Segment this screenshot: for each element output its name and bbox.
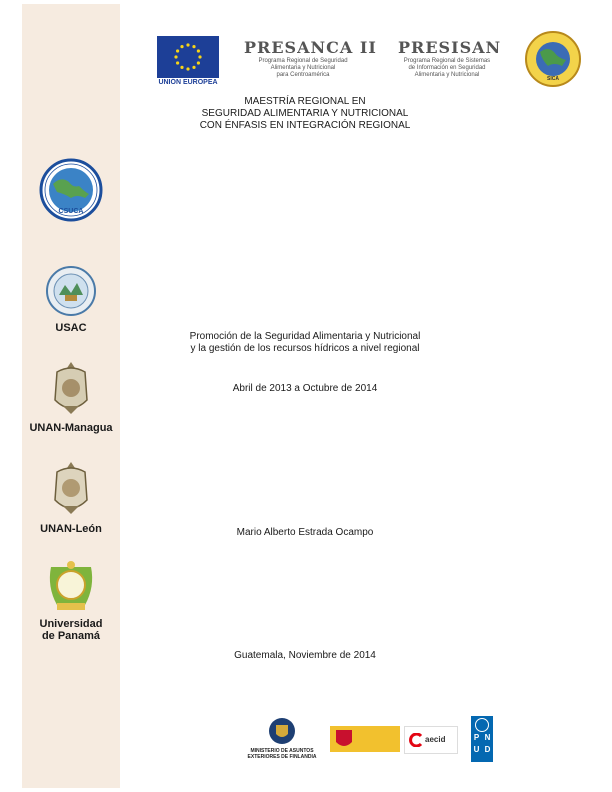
finland-label <box>244 748 320 760</box>
spain-cooperation-logo <box>330 726 400 752</box>
sidebar <box>22 4 120 788</box>
presisan-subtitle-line-1: Programa Regional de Sistemas <box>403 58 491 64</box>
page-title-line-2: SEGURIDAD ALIMENTARIA Y NUTRICIONAL <box>201 108 409 119</box>
place-date: Guatemala, Noviembre de 2014 <box>234 650 376 661</box>
presanca-subtitle-line-2: Alimentaria y Nutricional <box>270 65 336 71</box>
presisan-subtitle <box>392 58 502 79</box>
presanca-subtitle-line-1: Programa Regional de Seguridad <box>258 58 348 64</box>
csuca-label: CSUCA <box>58 208 84 215</box>
un-emblem-icon <box>475 718 489 732</box>
usac-seal-icon <box>45 265 97 317</box>
presisan-title: PRESISAN <box>398 38 502 57</box>
spain-shield-icon <box>334 728 354 750</box>
pnud-letter: U <box>473 745 480 754</box>
finland-logo <box>244 716 320 760</box>
university-label-unan-managua: UNAN-Managua <box>29 422 113 434</box>
unan-leon-crest-icon <box>51 460 91 518</box>
unan-managua-crest-icon <box>51 360 91 418</box>
author-name: Mario Alberto Estrada Ocampo <box>236 527 374 538</box>
university-label-panama-line-1: Universidad <box>39 618 103 630</box>
university-label-unan-leon: UNAN-León <box>40 523 102 535</box>
presanca-title: PRESANCA II <box>244 38 377 57</box>
presisan-subtitle-line-3: Alimentaria y Nutricional <box>414 72 480 78</box>
university-label-panama-line-2: de Panamá <box>41 630 101 642</box>
unan-managua-logo <box>22 360 120 423</box>
universidad-panama-seal-icon <box>43 557 99 615</box>
thesis-title <box>155 331 455 355</box>
page-title <box>130 96 480 132</box>
pnud-letter: D <box>484 745 491 754</box>
finland-label-line-1: MINISTERIO DE ASUNTOS <box>250 748 314 754</box>
universidad-panama-logo <box>22 557 120 620</box>
eu-flag-logo <box>157 36 219 78</box>
usac-logo <box>22 265 120 322</box>
eu-label: UNIÓN EUROPEA <box>158 79 218 86</box>
unan-leon-logo <box>22 460 120 523</box>
presanca-subtitle-line-3: para Centroamérica <box>276 72 330 78</box>
finland-label-line-2: EXTERIORES DE FINLANDIA <box>247 754 317 760</box>
finland-crest-icon <box>267 716 297 746</box>
eu-stars-icon <box>157 36 219 78</box>
aecid-label: aecid <box>425 735 446 744</box>
sica-label: SICA <box>547 76 559 82</box>
presanca-subtitle <box>240 58 366 79</box>
page-title-line-1: MAESTRÍA REGIONAL EN <box>244 96 366 107</box>
thesis-title-line-1: Promoción de la Seguridad Alimentaria y Nutricional <box>189 331 421 342</box>
pnud-letter: P <box>473 733 480 742</box>
presisan-subtitle-line-2: de Información en Seguridad <box>408 65 486 71</box>
aecid-c-icon <box>409 733 423 747</box>
page-title-line-3: CON ÉNFASIS EN INTEGRACIÓN REGIONAL <box>199 120 411 131</box>
csuca-logo <box>22 158 120 227</box>
university-label-panama <box>22 618 120 642</box>
pnud-logo <box>471 716 493 762</box>
sica-logo <box>524 30 582 93</box>
university-label-usac: USAC <box>55 322 87 334</box>
pnud-letter: N <box>484 733 491 742</box>
period-text: Abril de 2013 a Octubre de 2014 <box>232 383 378 394</box>
aecid-logo <box>404 726 458 754</box>
thesis-title-line-2: y la gestión de los recursos hídricos a nivel regional <box>190 343 420 354</box>
